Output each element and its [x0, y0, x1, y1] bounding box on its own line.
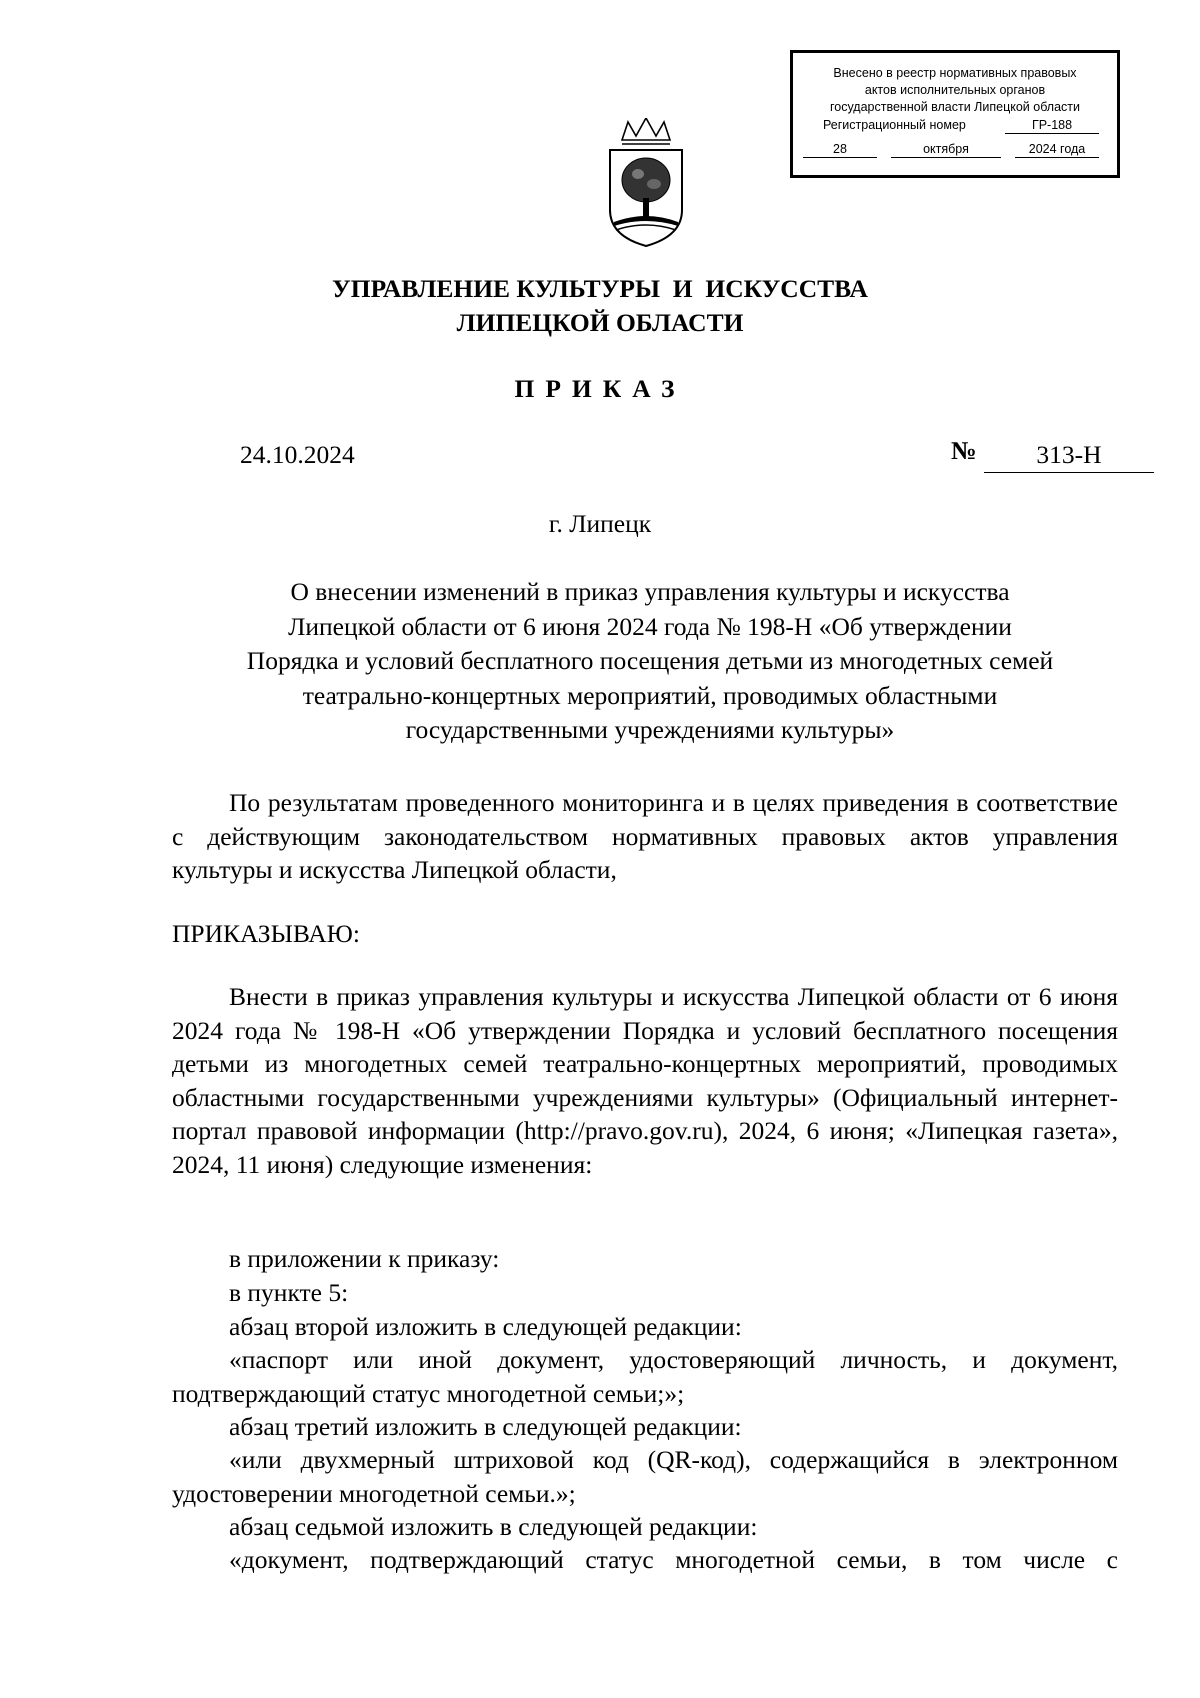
document-title	[170, 575, 1130, 748]
order-directive: ПРИКАЗЫВАЮ:	[172, 919, 360, 948]
org-line-2: ЛИПЕЦКОЙ ОБЛАСТИ	[456, 308, 744, 337]
registry-stamp	[790, 50, 1120, 178]
title-line: О внесении изменений в приказ управления культуры и искусства	[290, 577, 1010, 606]
title-line: Порядка и условий бесплатного посещения детьми из многодетных семей	[246, 646, 1054, 675]
title-line: государственными учреждениями культуры»	[405, 715, 895, 744]
main-paragraph: Внести в приказ управления культуры и искусства Липецкой области от 6 июня 2024 года № 198-Н «Об утверждении Порядка и условий бесплатного посещения детьми из многодетных семей театрально-концертных мероприятий, проводимых областными государственными учреждениями культуры» (Официальный интернет-портал правовой информации (http://pravo.gov.ru), 2024, 6 июня; «Липецкая газета», 2024, 11 июня) следующие изменения:	[172, 982, 1118, 1179]
stamp-line-1: Внесено в реестр нормативных правовых	[833, 66, 1077, 80]
stamp-year: 2024 года	[1015, 141, 1099, 158]
document-type: ПРИКАЗ	[514, 374, 686, 403]
amendment-line: абзац третий изложить в следующей редакции:	[229, 1412, 742, 1441]
city: г. Липецк	[548, 509, 652, 538]
stamp-line-2: актов исполнительных органов	[864, 83, 1046, 97]
amendment-line: абзац седьмой изложить в следующей редакции:	[229, 1512, 758, 1541]
order-date: 24.10.2024	[240, 440, 355, 469]
stamp-day: 28	[803, 141, 877, 158]
stamp-reg-label: Регистрационный номер	[823, 118, 966, 132]
stamp-reg-number: ГР-188	[1005, 117, 1099, 134]
number-sign: №	[951, 436, 977, 465]
amendment-line: абзац второй изложить в следующей редакции:	[229, 1312, 742, 1341]
coat-of-arms-emblem	[600, 118, 692, 248]
amendment-line: в приложении к приказу:	[229, 1244, 500, 1273]
order-number: 313-Н	[984, 438, 1154, 473]
org-line-1: УПРАВЛЕНИЕ КУЛЬТУРЫ И ИСКУССТВА	[332, 274, 868, 303]
amendment-line: в пункте 5:	[229, 1278, 349, 1307]
amendment-paragraph: «документ, подтверждающий статус многодетной семьи, в том числе с	[229, 1545, 1118, 1574]
stamp-line-3: государственной власти Липецкой области	[829, 100, 1081, 114]
preamble-paragraph: По результатам проведенного мониторинга и в целях приведения в соответствие с действующим законодательством нормативных правовых актов управления культуры и искусства Липецкой области,	[172, 788, 1118, 884]
stamp-month: октября	[891, 141, 1001, 158]
title-line: Липецкой области от 6 июня 2024 года № 198-Н «Об утверждении	[288, 611, 1012, 641]
amendment-paragraph: «паспорт или иной документ, удостоверяющий личность, и документ, подтверждающий статус многодетной семьи;»;	[172, 1345, 1118, 1408]
organization-name	[0, 272, 1200, 340]
title-line: театрально-концертных мероприятий, проводимых областными	[302, 680, 998, 710]
amendment-paragraph: «или двухмерный штриховой код (QR-код), содержащийся в электронном удостоверении многодетной семьи.»;	[172, 1445, 1118, 1508]
